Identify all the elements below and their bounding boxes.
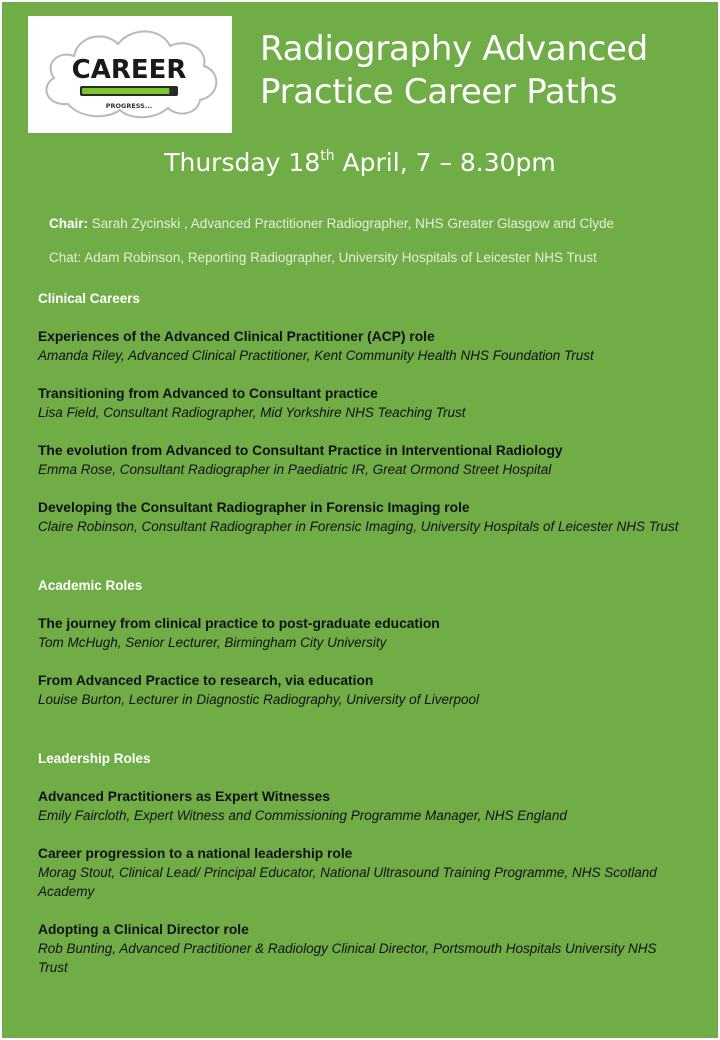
talk-title: Developing the Consultant Radiographer in Forensic Imaging role [38, 500, 470, 515]
progress-fill [82, 88, 169, 94]
poster-title: Radiography Advanced Practice Career Paths [260, 29, 648, 112]
chat-line: Chat: Adam Robinson, Reporting Radiographer, University Hospitals of Leicester NHS Trust [49, 250, 597, 265]
logo-word: CAREER [71, 55, 187, 85]
date-day: Thursday 18 [164, 148, 321, 177]
talk-speaker: Rob Bunting, Advanced Practitioner & Radiology Clinical Director, Portsmouth Hospitals University NHS Trust [38, 941, 657, 975]
event-poster [2, 2, 718, 1038]
talk-item [38, 498, 688, 536]
talk-title: Transitioning from Advanced to Consultant practice [38, 386, 378, 401]
progress-label: PROGRESS... [105, 102, 153, 110]
talk-title: Advanced Practitioners as Expert Witnesses [38, 789, 331, 804]
section-title: Clinical Careers [38, 291, 141, 306]
chair-label: Chair: [49, 216, 89, 231]
talk-item [38, 441, 688, 479]
section-spacer [38, 728, 688, 749]
section-academic-roles [38, 576, 688, 709]
section-clinical-careers [38, 289, 688, 536]
chair-text: Sarah Zycinski , Advanced Practitioner Radiographer, NHS Greater Glasgow and Clyde [88, 216, 615, 231]
talk-speaker: Emma Rose, Consultant Radiographer in Paediatric IR, Great Ormond Street Hospital [38, 462, 552, 477]
talk-speaker: Louise Burton, Lecturer in Diagnostic Radiography, University of Liverpool [38, 692, 479, 707]
career-progress-logo [28, 16, 232, 133]
date-time: April, 7 – 8.30pm [334, 148, 556, 177]
section-leadership-roles [38, 749, 688, 977]
talk-title: Experiences of the Advanced Clinical Practitioner (ACP) role [38, 329, 435, 344]
event-date [2, 148, 718, 177]
talk-item [38, 671, 688, 709]
talk-item [38, 614, 688, 652]
talk-item [38, 787, 688, 825]
talk-item [38, 384, 688, 422]
date-ordinal: th [320, 148, 335, 164]
talk-item [38, 844, 688, 901]
talk-speaker: Morag Stout, Clinical Lead/ Principal Educator, National Ultrasound Training Programme, NHS Scotland Academy [38, 865, 657, 899]
section-spacer [38, 555, 688, 576]
talk-speaker: Emily Faircloth, Expert Witness and Commissioning Programme Manager, NHS England [38, 808, 567, 823]
talk-title: Adopting a Clinical Director role [38, 922, 249, 937]
section-title: Academic Roles [38, 578, 143, 593]
talk-title: Career progression to a national leadership role [38, 846, 353, 861]
programme [38, 289, 688, 996]
talk-item [38, 327, 688, 365]
talk-title: The journey from clinical practice to post-graduate education [38, 616, 440, 631]
hosts [49, 214, 709, 282]
talk-title: From Advanced Practice to research, via education [38, 673, 374, 688]
talk-item [38, 920, 688, 977]
talk-speaker: Lisa Field, Consultant Radiographer, Mid Yorkshire NHS Teaching Trust [38, 405, 466, 420]
talk-speaker: Amanda Riley, Advanced Clinical Practitioner, Kent Community Health NHS Foundation Trust [38, 348, 594, 363]
talk-speaker: Claire Robinson, Consultant Radiographer in Forensic Imaging, University Hospitals of Leicester NHS Trust [38, 519, 679, 534]
talk-speaker: Tom McHugh, Senior Lecturer, Birmingham City University [38, 635, 387, 650]
talk-title: The evolution from Advanced to Consultant Practice in Interventional Radiology [38, 443, 563, 458]
chair-line [49, 214, 709, 248]
career-cloud-progress-icon [28, 16, 232, 133]
section-title: Leadership Roles [38, 751, 151, 766]
